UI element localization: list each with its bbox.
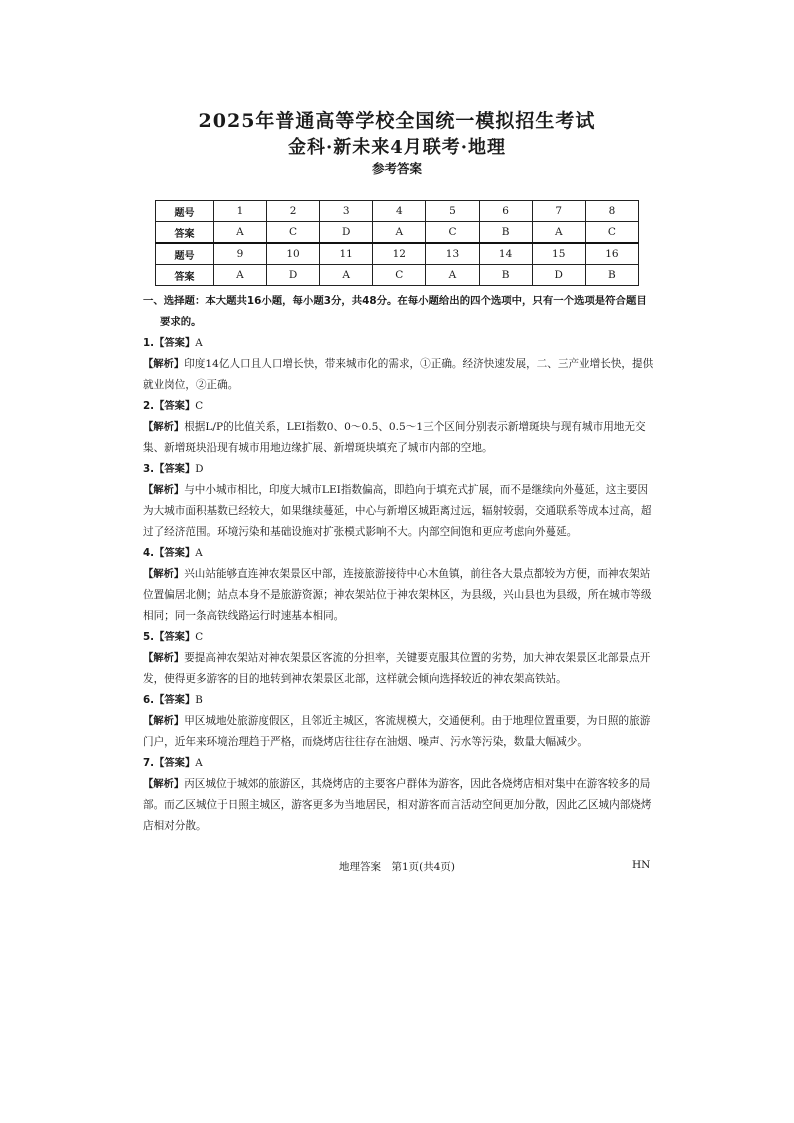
table-cell: B [479,222,532,244]
table-cell: D [266,265,319,286]
question-number: 6. [143,694,155,706]
explanation-tag: 【解析】 [143,568,185,580]
answer-table [155,200,639,286]
answer-value: A [195,337,203,349]
table-row [156,265,639,286]
answer-tag: 【答案】 [154,400,196,412]
explanation-text: 兴山站能够直连神农架景区中部，连接旅游接待中心木鱼镇，前往各大景点都较为方便，而神农架站位置偏居北侧；站点本身不是旅游资源；神农架站位于神农架林区，为县级，兴山县也为县级，所在城市等级相同；同一条高铁线路运行时速基本相同。 [143,568,652,622]
table-cell: C [426,222,479,244]
question-answer-line [143,543,655,564]
table-cell: 4 [373,201,426,222]
answer-tag: 【答案】 [154,694,196,706]
table-cell: 3 [320,201,373,222]
table-cell: A [320,265,373,286]
table-cell: 13 [426,243,479,265]
question-number: 5. [143,631,155,643]
explanation-text: 与中小城市相比，印度大城市LEI指数偏高，即趋向于填充式扩展，而不是继续向外蔓延，这主要因为大城市面积基数已经较大，如果继续蔓延，中心与新增区城距离过远，辐射较弱，交通联系等成本过高，超过了经济范围。环境污染和基础设施对扩张模式影响不大。内部空间饱和更应考虑向外蔓延。 [143,484,652,538]
table-cell: 8 [585,201,638,222]
table-cell: A [532,222,585,244]
reference-answer-heading: 参考答案 [371,161,422,176]
table-cell: B [585,265,638,286]
answer-value: C [195,631,204,643]
explanation-tag: 【解析】 [143,778,185,790]
answer-tag: 【答案】 [154,463,196,475]
explanation-tag: 【解析】 [143,715,185,727]
explanation-tag: 【解析】 [143,652,185,664]
answer-value: A [195,757,203,769]
table-row-header: 答案 [156,265,214,286]
exam-title: 2025年普通高等学校全国统一模拟招生考试 [198,110,596,132]
explanation-paragraph [143,774,655,837]
question-answer-line [143,627,655,648]
explanation-paragraph [143,480,655,543]
question-answer-line [143,690,655,711]
question-number: 4. [143,547,155,559]
table-cell: 11 [320,243,373,265]
table-cell: 15 [532,243,585,265]
question-number: 1. [143,337,155,349]
table-cell: A [373,222,426,244]
explanation-tag: 【解析】 [143,358,185,370]
table-cell: 9 [213,243,266,265]
answer-value: C [195,400,204,412]
table-cell: 1 [213,201,266,222]
explanation-paragraph [143,711,655,753]
table-cell: 10 [266,243,319,265]
answer-tag: 【答案】 [154,547,196,559]
explanation-text: 丙区城位于城郊的旅游区，其烧烤店的主要客户群体为游客，因此各烧烤店相对集中在游客较多的局部。而乙区城位于日照主城区，游客更多为当地居民，相对游客而言活动空间更加分散，因此乙区城内部烧烤店相对分散。 [143,778,652,832]
table-cell: D [532,265,585,286]
table-cell: 2 [266,201,319,222]
table-cell: D [320,222,373,244]
table-cell: A [213,265,266,286]
exam-subtitle: 金科·新未来4月联考·地理 [287,137,507,158]
question-answer-line [143,459,655,480]
explanation-tag: 【解析】 [143,421,185,433]
table-row-header: 题号 [156,243,214,265]
question-answer-line [143,753,655,774]
answer-value: B [195,694,203,706]
table-cell: 7 [532,201,585,222]
answer-value: A [195,547,203,559]
explanation-text: 根据L/P的比值关系，LEI指数0、0～0.5、0.5～1三个区间分别表示新增斑块与现有城市用地无交集、新增斑块沿现有城市用地边缘扩展、新增斑块填充了城市内部的空地。 [143,421,646,454]
explanation-paragraph [143,417,655,459]
table-row [156,222,639,244]
table-cell: C [373,265,426,286]
table-cell: 14 [479,243,532,265]
explanation-paragraph [143,648,655,690]
answer-tag: 【答案】 [154,757,196,769]
answer-body [143,291,655,837]
table-cell: 16 [585,243,638,265]
table-cell: 12 [373,243,426,265]
explanation-text: 要提高神农架站对神农架景区客流的分担率，关键要克服其位置的劣势，加大神农架景区北部景点开发，使得更多游客的目的地转到神农架景区北部，这样就会倾向选择较近的神农架高铁站。 [143,652,651,685]
footer-page-info: 地理答案 第1页(共4页) [338,861,456,873]
answer-value: D [195,463,204,475]
table-row [156,201,639,222]
footer-region-code: HN [632,859,651,871]
question-answer-line [143,396,655,417]
question-number: 7. [143,757,155,769]
table-row-header: 答案 [156,222,214,244]
question-number: 2. [143,400,155,412]
table-cell: 6 [479,201,532,222]
question-number: 3. [143,463,155,475]
question-answer-line [143,333,655,354]
answer-tag: 【答案】 [154,631,196,643]
table-row-header: 题号 [156,201,214,222]
explanation-text: 甲区城地处旅游度假区，且邻近主城区，客流规模大，交通便利。由于地理位置重要，为日照的旅游门户，近年来环境治理趋于严格，而烧烤店往往存在油烟、噪声、污水等污染，数量大幅减少。 [143,715,651,748]
question-list [143,333,655,837]
table-cell: A [213,222,266,244]
answer-tag: 【答案】 [154,337,196,349]
table-cell: A [426,265,479,286]
table-cell: C [266,222,319,244]
explanation-tag: 【解析】 [143,484,185,496]
explanation-paragraph [143,354,655,396]
table-cell: 5 [426,201,479,222]
table-cell: C [585,222,638,244]
table-row [156,243,639,265]
section-intro: 一、选择题：本大题共16小题，每小题3分，共48分。在每小题给出的四个选项中，只有一个选项是符合题目 [143,295,647,307]
section-intro-cont: 要求的。 [160,316,202,328]
explanation-paragraph [143,564,655,627]
explanation-text: 印度14亿人口且人口增长快，带来城市化的需求，①正确。经济快速发展，二、三产业增长快，提供就业岗位，②正确。 [143,358,654,391]
table-cell: B [479,265,532,286]
